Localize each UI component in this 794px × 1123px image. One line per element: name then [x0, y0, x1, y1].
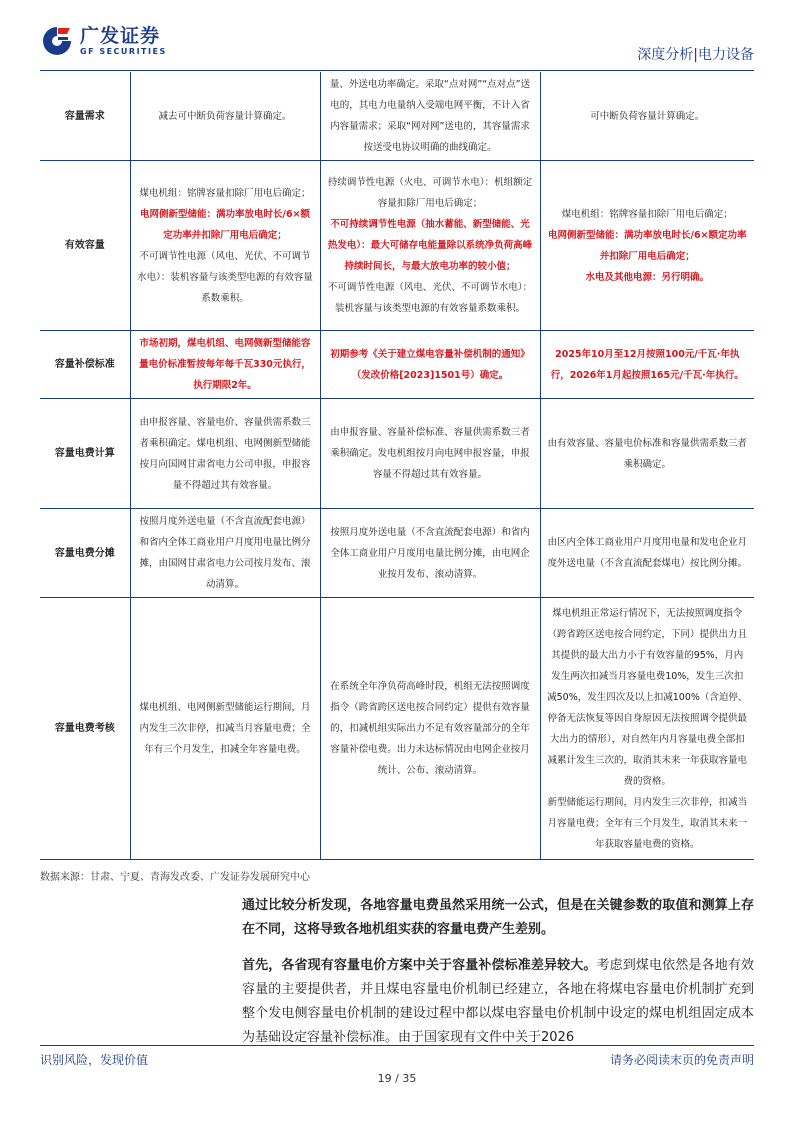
- cell-text: 电网侧新型储能：满功率放电时长/6×额定功率并扣除厂用电后确定；: [547, 229, 747, 262]
- table-cell-c1: [130, 509, 320, 598]
- cell-text: 在系统全年净负荷高峰时段，机组无法按照调度指令（跨省跨区送电按合同约定）提供有效容量的，扣减机组实际出力不足有效容量部分的全年容量补偿电费。出力未达标情况由电网企业按月统计、公布、滚动清算。: [330, 681, 530, 776]
- table-cell-c3: [540, 598, 754, 860]
- table-cell-c1: [130, 331, 320, 399]
- table-row: [40, 509, 754, 598]
- table-row: [40, 161, 754, 331]
- cell-text: 由有效容量、容量电价标准和容量供需系数三者乘积确定。: [547, 437, 747, 470]
- cell-text: 由区内全体工商业用户月度用电量和发电企业月度外送电量（不含直流配套煤电）按比例分摊。: [547, 537, 747, 569]
- cell-text: 煤电机组：铭牌容量扣除厂用电后确定；: [139, 187, 311, 199]
- table-cell-c1: [130, 598, 320, 860]
- paragraph-first-point: [242, 954, 754, 1050]
- footer-disclaimer: 请务必阅读末页的免责声明: [609, 1053, 754, 1067]
- table-cell-c1: [130, 72, 320, 161]
- cell-text: 电网侧新型储能：满功率放电时长/6×额定功率并扣除厂用电后确定；: [139, 208, 311, 241]
- table-row: [40, 72, 754, 161]
- page-header: [40, 24, 754, 68]
- cell-text: 量、外送电功率确定。采取“点对网”“点对点”送电的，其电力电量纳入受端电网平衡，不计入省内容量需求；采取“网对网”送电的，其容量需求按送受电协议明确的曲线确定。: [329, 79, 531, 153]
- gf-logo-icon: [40, 24, 74, 58]
- gf-logo: [40, 24, 167, 58]
- table-cell-c1: [130, 399, 320, 509]
- cell-text: 按照月度外送电量（不含直流配套电源）和省内全体工商业用户月度用电量比例分摊，由国网甘肃省电力公司按月发布、滚动清算。: [139, 516, 311, 590]
- cell-text: 煤电机组正常运行情况下，无法按照调度指令（跨省跨区送电按合同约定，下同）提供出力且其提供的最大出力小于有效容量的95%，月内发生两次扣减当月容量电费10%，发生三次扣减50%，发生四次及以上扣减100%（含迫停、停备无法恢复等因自身原因无法按照调令提供最大出力的情形），对自然年内月容量电费全部扣减累计发生三次的，取消其未来一年获取容量电费的资格。: [547, 607, 748, 787]
- cell-text: 减去可中断负荷容量计算确定。: [158, 110, 292, 122]
- cell-text: 2025年10月至12月按照100元/千瓦·年执行，2026年1月起按照165元/千瓦·年执行。: [550, 348, 744, 381]
- table-cell-c2: [320, 331, 540, 399]
- page-number: 19 / 35: [377, 1072, 417, 1085]
- table-cell-c3: [540, 509, 754, 598]
- capacity-price-comparison-table: [40, 72, 754, 860]
- table-cell-c2: [320, 161, 540, 331]
- table-cell-c2: [320, 399, 540, 509]
- paragraph-first-point-body: 考虑到煤电依然是各地有效容量的主要提供者，并且煤电容量电价机制已经建立，各地在将煤电容量电价机制扩充到整个发电侧容量电价机制的建设过程中都以煤电容量电价机制中设定的煤电机组固定成本为基础设定容量补偿标准。由于国家现有文件中关于2026: [242, 958, 754, 1045]
- cell-text: 新型储能运行期间，月内发生三次非停，扣减当月容量电费；全年有三个月发生，取消其未来一年获取容量电费的资格。: [547, 796, 747, 850]
- table-cell-c3: [540, 72, 754, 161]
- row-header: 有效容量: [40, 161, 130, 331]
- row-header: 容量电费考核: [40, 598, 130, 860]
- cell-text: 水电及其他电源：另行明确。: [585, 271, 709, 283]
- row-header: 容量电费分摊: [40, 509, 130, 598]
- paragraph-first-point-lead: 首先，各省现有容量电价方案中关于容量补偿标准差异较大。: [242, 958, 597, 973]
- header-divider: [40, 70, 754, 71]
- cell-text: 可中断负荷容量计算确定。: [590, 110, 705, 122]
- table-cell-c1: [130, 161, 320, 331]
- table-cell-c3: [540, 331, 754, 399]
- cell-text: 持续调节性电源（火电、可调节水电）：机组额定容量扣除厂用电后确定；: [327, 177, 533, 209]
- logo-en-text: GF SECURITIES: [80, 47, 167, 56]
- cell-text: 由申报容量、容量补偿标准、容量供需系数三者乘积确定。发电机组按月向电网申报容量，申报容量不得超过其有效容量。: [330, 427, 530, 480]
- table-row: [40, 399, 754, 509]
- cell-text: 不可调节性电源（风电、光伏、不可调节水电）：装机容量与该类型电源的有效容量系数乘积。: [327, 282, 533, 314]
- paragraph-summary: 通过比较分析发现，各地容量电费虽然采用统一公式，但是在关键参数的取值和测算上存在不同，这将导致各地机组实获的容量电费产生差别。: [242, 898, 754, 937]
- row-header: 容量补偿标准: [40, 331, 130, 399]
- cell-text: 市场初期，煤电机组、电网侧新型储能容量电价标准暂按每年每千瓦330元执行，执行期限2年。: [139, 338, 311, 391]
- logo-cn-text: 广发证券: [80, 25, 161, 47]
- row-header: 容量电费计算: [40, 399, 130, 509]
- cell-text: 初期参考《关于建立煤电容量补偿机制的通知》（发改价格[2023]1501号）确定。: [330, 348, 530, 381]
- table-cell-c2: [320, 509, 540, 598]
- cell-text: 按照月度外送电量（不含直流配套电源）和省内全体工商业用户月度用电量比例分摊，由电网企业按月发布、滚动清算。: [330, 526, 530, 580]
- footer-slogan: 识别风险，发现价值: [40, 1053, 149, 1067]
- data-source-note: 数据来源：甘肃、宁夏、青海发改委、广发证券发展研究中心: [40, 872, 310, 883]
- table-cell-c3: [540, 399, 754, 509]
- table-cell-c3: [540, 161, 754, 331]
- row-header: 容量需求: [40, 72, 130, 161]
- footer-divider: [40, 1045, 754, 1046]
- table-cell-c2: [320, 598, 540, 860]
- table-row: [40, 598, 754, 860]
- cell-text: 不可调节性电源（风电、光伏、不可调节水电）：装机容量与该类型电源的有效容量系数乘积。: [137, 250, 313, 304]
- table-cell-c2: [320, 72, 540, 161]
- cell-text: 煤电机组、电网侧新型储能运行期间，月内发生三次非停，扣减当月容量电费；全年有三个月发生，扣减全年容量电费。: [139, 702, 311, 755]
- report-section-title: 深度分析|电力设备: [637, 47, 754, 63]
- table-row: [40, 331, 754, 399]
- cell-text: 煤电机组：铭牌容量扣除厂用电后确定；: [561, 208, 733, 220]
- cell-text: 由申报容量、容量电价、容量供需系数三者乘积确定。煤电机组、电网侧新型储能按月向国网甘肃省电力公司申报，申报容量不得超过其有效容量。: [139, 416, 311, 491]
- cell-text: 不可持续调节性电源（抽水蓄能、新型储能、光热发电）：最大可储存电能量除以系统净负荷高峰持续时间长，与最大放电功率的较小值；: [327, 219, 533, 272]
